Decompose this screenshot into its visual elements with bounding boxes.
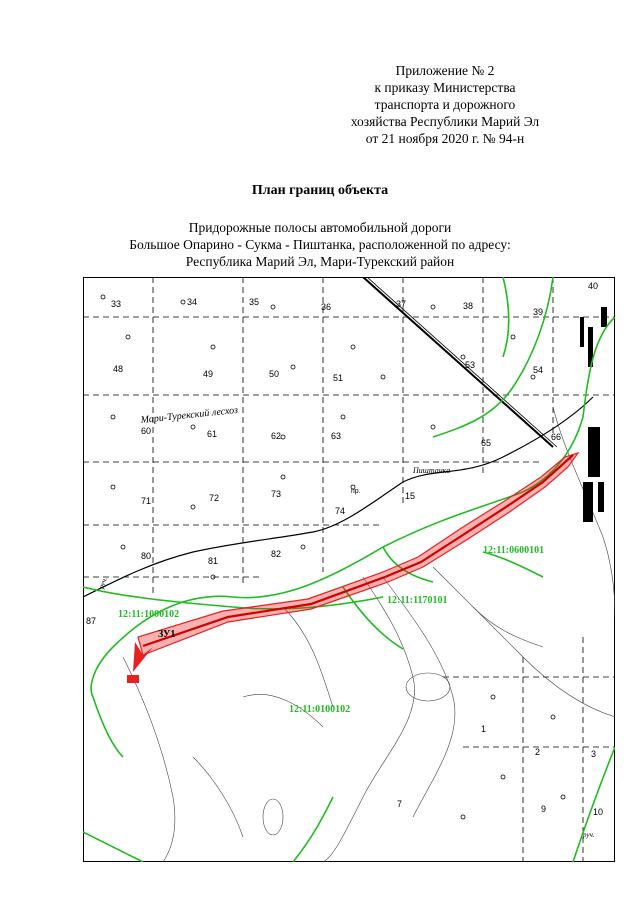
subtitle-line: Большое Опарино - Сукма - Пиштанка, расположенной по адресу:: [129, 237, 511, 252]
quarter-number: 54: [533, 365, 544, 375]
forest-label: Мари-Турекский лесхоз: [140, 404, 239, 426]
quarter-number: 3: [591, 749, 597, 759]
quarter-number: 48: [113, 364, 124, 374]
quarter-number: 87: [86, 616, 97, 626]
quarter-number: 66: [551, 432, 562, 442]
river-label: Пиштанка: [413, 466, 451, 475]
boundary-map: [83, 277, 615, 862]
quarter-number: 72: [209, 493, 220, 503]
quarter-number: 63: [331, 431, 342, 441]
quarter-number: 81: [208, 556, 219, 566]
quarter-number: 50: [269, 369, 280, 379]
cadastral-label: 12:11:0600101: [483, 545, 545, 556]
appendix-line: от 21 ноября 2020 г. № 94-н: [365, 131, 525, 146]
stream-label: руч.: [583, 831, 595, 839]
quarter-number: 80: [141, 551, 152, 561]
quarter-number: 7: [397, 799, 403, 809]
cadastral-label: 12:11:1000102: [118, 609, 180, 620]
quarter-number: 15: [405, 491, 416, 501]
document-title: План границ объекта: [251, 183, 389, 198]
quarter-number: 65: [481, 438, 492, 448]
quarter-number: 62: [271, 431, 282, 441]
quarter-number: 34: [187, 297, 198, 307]
appendix-line: транспорта и дорожного: [374, 97, 516, 112]
zone-label: ЗУ1: [158, 629, 176, 640]
quarter-number: 9: [541, 804, 547, 814]
quarter-number: 60: [141, 426, 152, 436]
quarter-number: 2: [535, 747, 541, 757]
appendix-line: к приказу Министерства: [374, 80, 516, 95]
quarter-number: 35: [249, 297, 260, 307]
stream-label: руч.: [97, 576, 109, 590]
quarter-number: 73: [271, 489, 282, 499]
quarter-number: 82: [271, 549, 282, 559]
appendix-line: хозяйства Республики Марий Эл: [350, 114, 540, 129]
quarter-number: 71: [141, 496, 152, 506]
quarter-number: 51: [333, 373, 344, 383]
quarter-number: 40: [588, 281, 599, 291]
quarter-number: 37: [396, 299, 407, 309]
quarter-number: 39: [533, 307, 544, 317]
cadastral-label: 12:11:0100102: [289, 704, 351, 715]
appendix-header: [300, 62, 590, 147]
document-subtitle: [0, 219, 640, 270]
cadastral-label: 12:11:1170101: [387, 595, 448, 606]
appendix-line: Приложение № 2: [395, 63, 495, 78]
quarter-number: 1: [481, 724, 487, 734]
quarter-number: 53: [465, 360, 476, 370]
quarter-number: 38: [463, 301, 474, 311]
settlement-label: пр.: [351, 488, 361, 495]
quarter-number: 74: [335, 506, 346, 516]
quarter-number: 61: [207, 429, 218, 439]
quarter-number: 10: [593, 807, 604, 817]
quarter-number: 36: [321, 302, 332, 312]
subtitle-line: Республика Марий Эл, Мари-Турекский район: [185, 254, 455, 269]
quarter-number: 33: [111, 299, 122, 309]
quarter-number: 49: [203, 369, 214, 379]
subtitle-line: Придорожные полосы автомобильной дороги: [188, 220, 452, 235]
